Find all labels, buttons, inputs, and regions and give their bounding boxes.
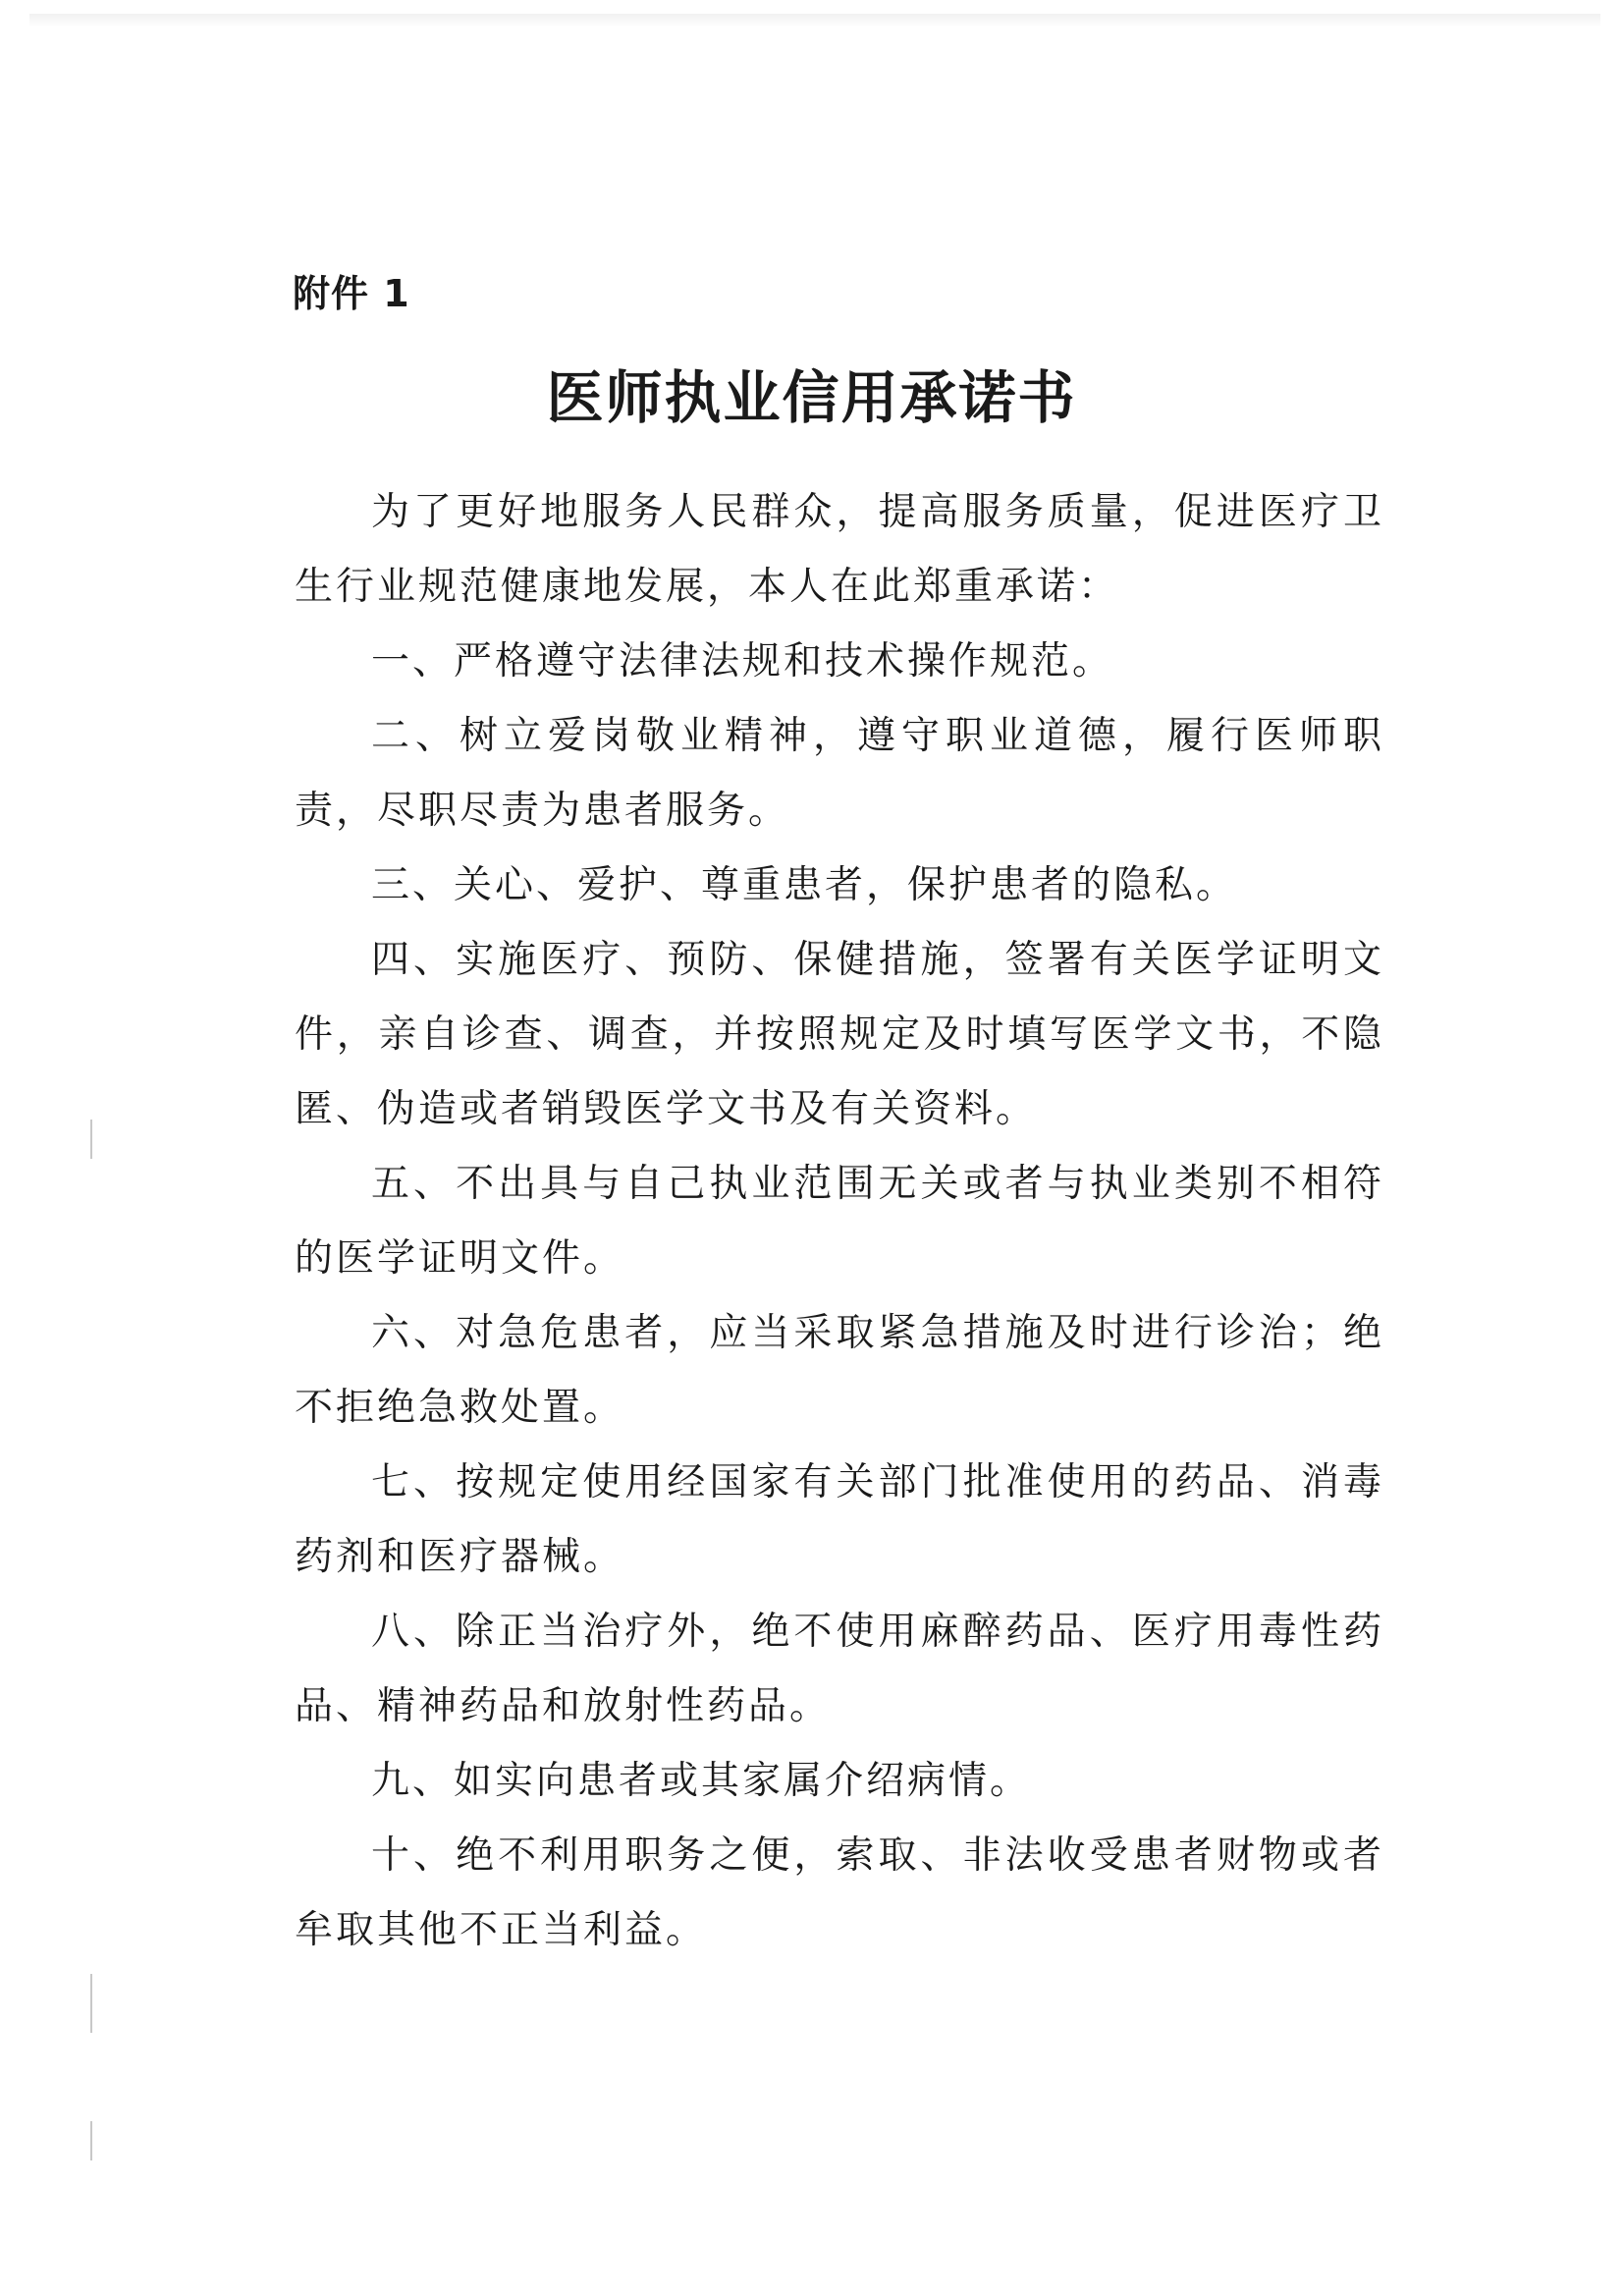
commitment-item: 八、除正当治疗外，绝不使用麻醉药品、医疗用毒性药品、精神药品和放射性药品。	[295, 1610, 1384, 1728]
commitment-item: 九、如实向患者或其家属介绍病情。	[371, 1759, 1032, 1803]
scan-edge-mark	[90, 1120, 92, 1159]
commitment-item: 十、绝不利用职务之便，索取、非法收受患者财物或者牟取其他不正当利益。	[295, 1833, 1384, 1952]
attachment-label: 附件 1	[293, 272, 410, 315]
commitment-item: 二、树立爱岗敬业精神，遵守职业道德，履行医师职责，尽职尽责为患者服务。	[295, 714, 1384, 833]
commitment-item: 一、严格遵守法律法规和技术操作规范。	[371, 639, 1114, 683]
scan-edge-shadow	[29, 14, 1600, 27]
page-title: 医师执业信用承诺书	[546, 364, 1077, 431]
document-body	[295, 475, 1384, 1968]
commitment-item: 四、实施医疗、预防、保健措施，签署有关医学证明文件，亲自诊查、调查，并按照规定及时填写医学文书，不隐匿、伪造或者销毁医学文书及有关资料。	[295, 938, 1384, 1131]
commitment-item: 三、关心、爱护、尊重患者，保护患者的隐私。	[371, 863, 1238, 907]
commitment-item: 五、不出具与自己执业范围无关或者与执业类别不相符的医学证明文件。	[295, 1162, 1384, 1281]
scan-edge-mark	[90, 1974, 92, 2033]
commitment-item: 六、对急危患者，应当采取紧急措施及时进行诊治；绝不拒绝急救处置。	[295, 1311, 1384, 1430]
intro-paragraph: 为了更好地服务人民群众，提高服务质量，促进医疗卫生行业规范健康地发展，本人在此郑重承诺：	[295, 490, 1384, 609]
commitment-item: 七、按规定使用经国家有关部门批准使用的药品、消毒药剂和医疗器械。	[295, 1460, 1384, 1579]
scan-edge-mark	[90, 2121, 92, 2160]
